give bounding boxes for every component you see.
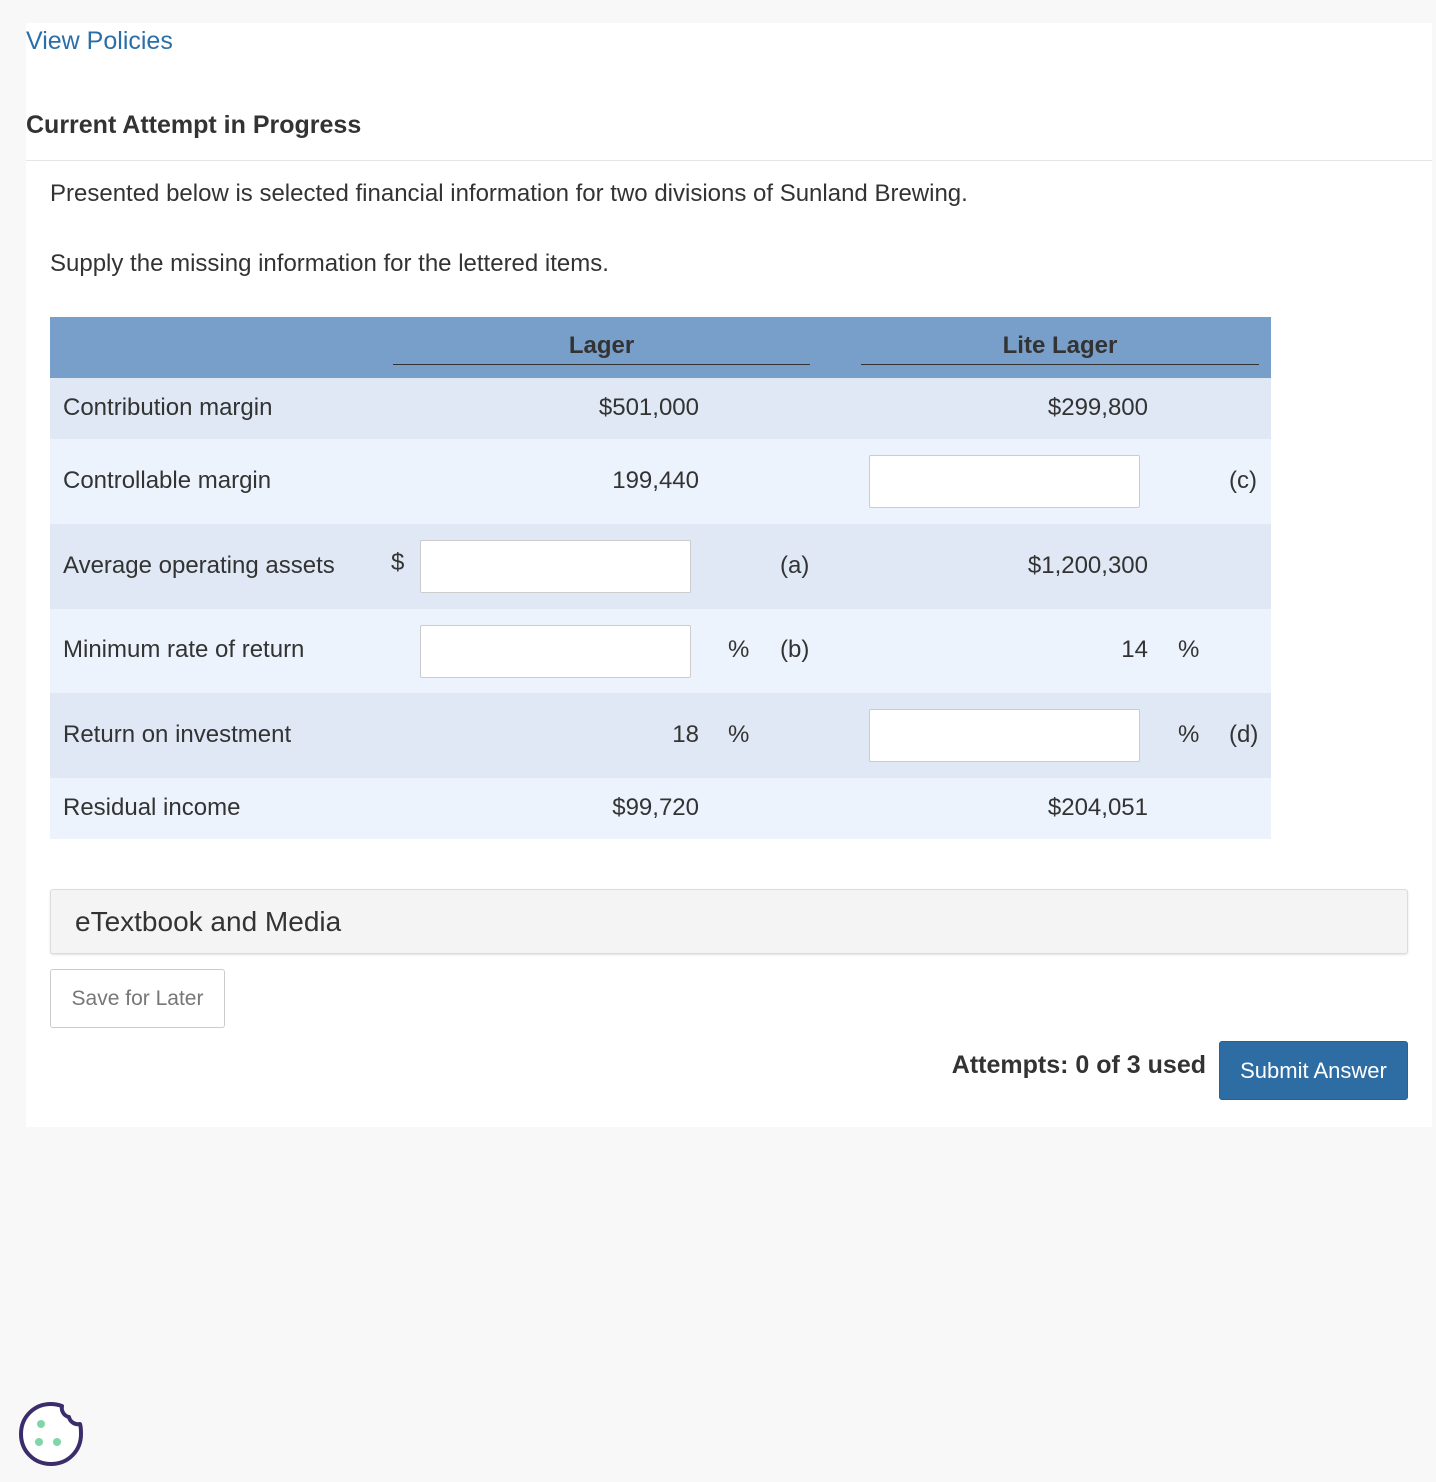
- column-header-lager: Lager: [393, 317, 810, 365]
- percent-sign: %: [1178, 721, 1200, 748]
- lager-value: 18: [672, 721, 699, 748]
- min-rate-lager-input[interactable]: [420, 625, 691, 678]
- row-label: Average operating assets: [63, 552, 335, 579]
- question-instruction: Supply the missing information for the lettered items.: [50, 250, 609, 277]
- table-row: [50, 378, 1271, 439]
- lite-lager-value: 14: [1121, 636, 1148, 663]
- controllable-margin-lite-input[interactable]: [869, 455, 1140, 508]
- table-row: [50, 439, 1271, 524]
- row-label: Controllable margin: [63, 467, 272, 494]
- table-row: [50, 524, 1271, 609]
- column-header-lite-lager: Lite Lager: [861, 317, 1259, 365]
- lite-lager-value: $204,051: [1047, 794, 1148, 821]
- row-label: Residual income: [63, 794, 241, 821]
- etextbook-media-panel[interactable]: eTextbook and Media: [50, 889, 1408, 954]
- lager-value: 199,440: [612, 467, 699, 494]
- divider: [26, 160, 1432, 161]
- table-row: [50, 693, 1271, 778]
- question-intro: Presented below is selected financial information for two divisions of Sunland Brewing.: [50, 180, 968, 207]
- table-row: [50, 778, 1271, 839]
- lager-value: $99,720: [612, 794, 699, 821]
- percent-sign: %: [1178, 636, 1200, 663]
- lite-lager-value: $299,800: [1047, 394, 1148, 421]
- financial-table: [50, 317, 1271, 839]
- percent-sign: %: [728, 721, 750, 748]
- row-label: Return on investment: [63, 721, 292, 748]
- lager-value: $501,000: [598, 394, 699, 421]
- table-row: [50, 609, 1271, 693]
- lite-lager-value: $1,200,300: [1027, 552, 1148, 579]
- roi-lite-input[interactable]: [869, 709, 1140, 762]
- item-letter-c: (c): [1229, 467, 1257, 494]
- row-label: Contribution margin: [63, 394, 273, 421]
- table-header: [50, 317, 1271, 378]
- question-card: [26, 23, 1432, 1127]
- cookie-icon[interactable]: [17, 1400, 85, 1468]
- currency-symbol: $: [391, 549, 405, 576]
- item-letter-b: (b): [780, 636, 810, 663]
- attempts-counter: Attempts: 0 of 3 used: [951, 1051, 1206, 1079]
- percent-sign: %: [728, 636, 750, 663]
- avg-operating-assets-lager-input[interactable]: [420, 540, 691, 593]
- row-label: Minimum rate of return: [63, 636, 305, 663]
- item-letter-a: (a): [780, 552, 810, 579]
- save-for-later-button[interactable]: Save for Later: [50, 969, 225, 1028]
- submit-answer-button[interactable]: Submit Answer: [1219, 1041, 1408, 1100]
- view-policies-link[interactable]: View Policies: [26, 27, 173, 55]
- item-letter-d: (d): [1229, 721, 1259, 748]
- attempt-heading: Current Attempt in Progress: [26, 111, 362, 139]
